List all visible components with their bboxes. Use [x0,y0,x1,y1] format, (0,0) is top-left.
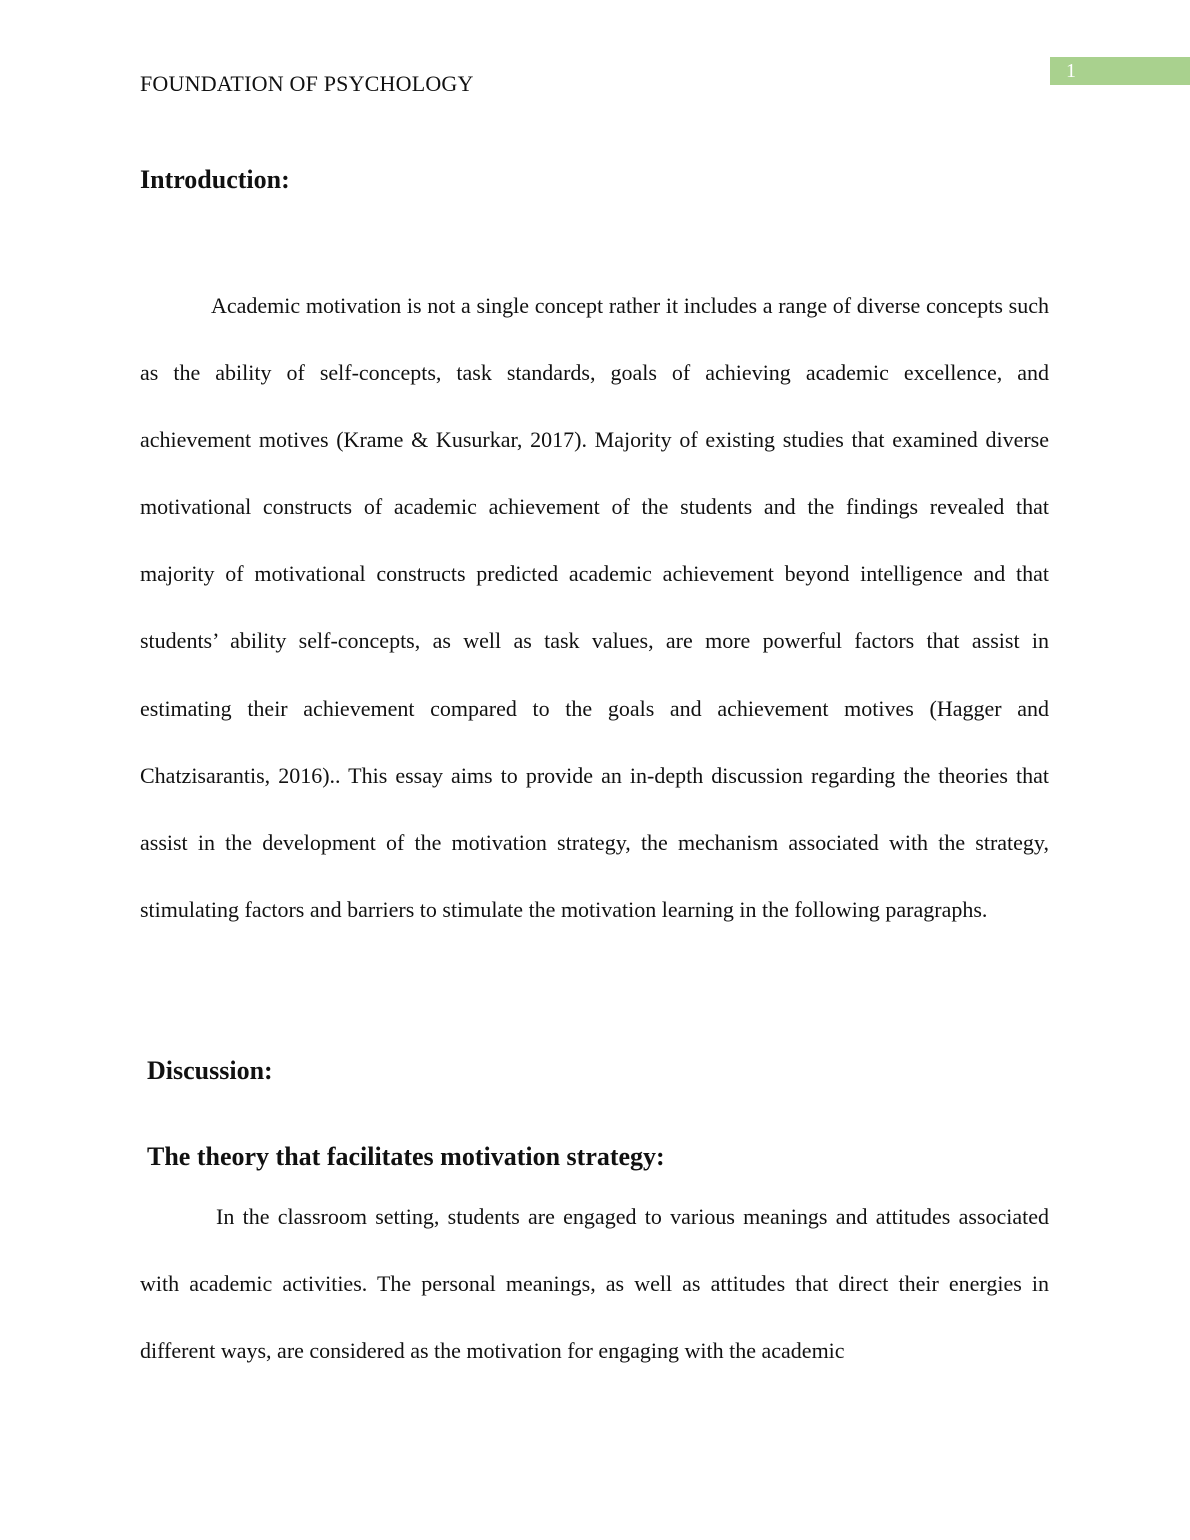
theory-paragraph: In the classroom setting, students are engaged to various meanings and attitudes associated with academic activities. The personal meanings, as well as attitudes that direct their energies in different ways, are considered as the motivation for engaging with the academic [140,1204,1049,1364]
page-number-band [1050,57,1190,85]
page-number: 1 [1066,60,1076,82]
introduction-paragraph: Academic motivation is not a single concept rather it includes a range of diverse concepts such as the ability of self-concepts, task standards, goals of achieving academic excellence, and achievement motives (Krame & Kusurkar, 2017). Majority of existing studies that examined diverse motivational constructs of academic achievement of the students and the findings revealed that majority of motivational constructs predicted academic achievement beyond intelligence and that students’ ability self-concepts, as well as task values, are more powerful factors that assist in estimating their achievement compared to the goals and achievement motives (Hagger and Chatzisarantis, 2016).. This essay aims to provide an in-depth discussion regarding the theories that assist in the development of the motivation strategy, the mechanism associated with the strategy, stimulating factors and barriers to stimulate the motivation learning in the following paragraphs. [140,293,1049,922]
running-head: FOUNDATION OF PSYCHOLOGY [140,71,474,96]
discussion-heading: Discussion: [147,1056,273,1085]
theory-heading: The theory that facilitates motivation strategy: [147,1142,665,1171]
introduction-heading: Introduction: [140,165,290,194]
